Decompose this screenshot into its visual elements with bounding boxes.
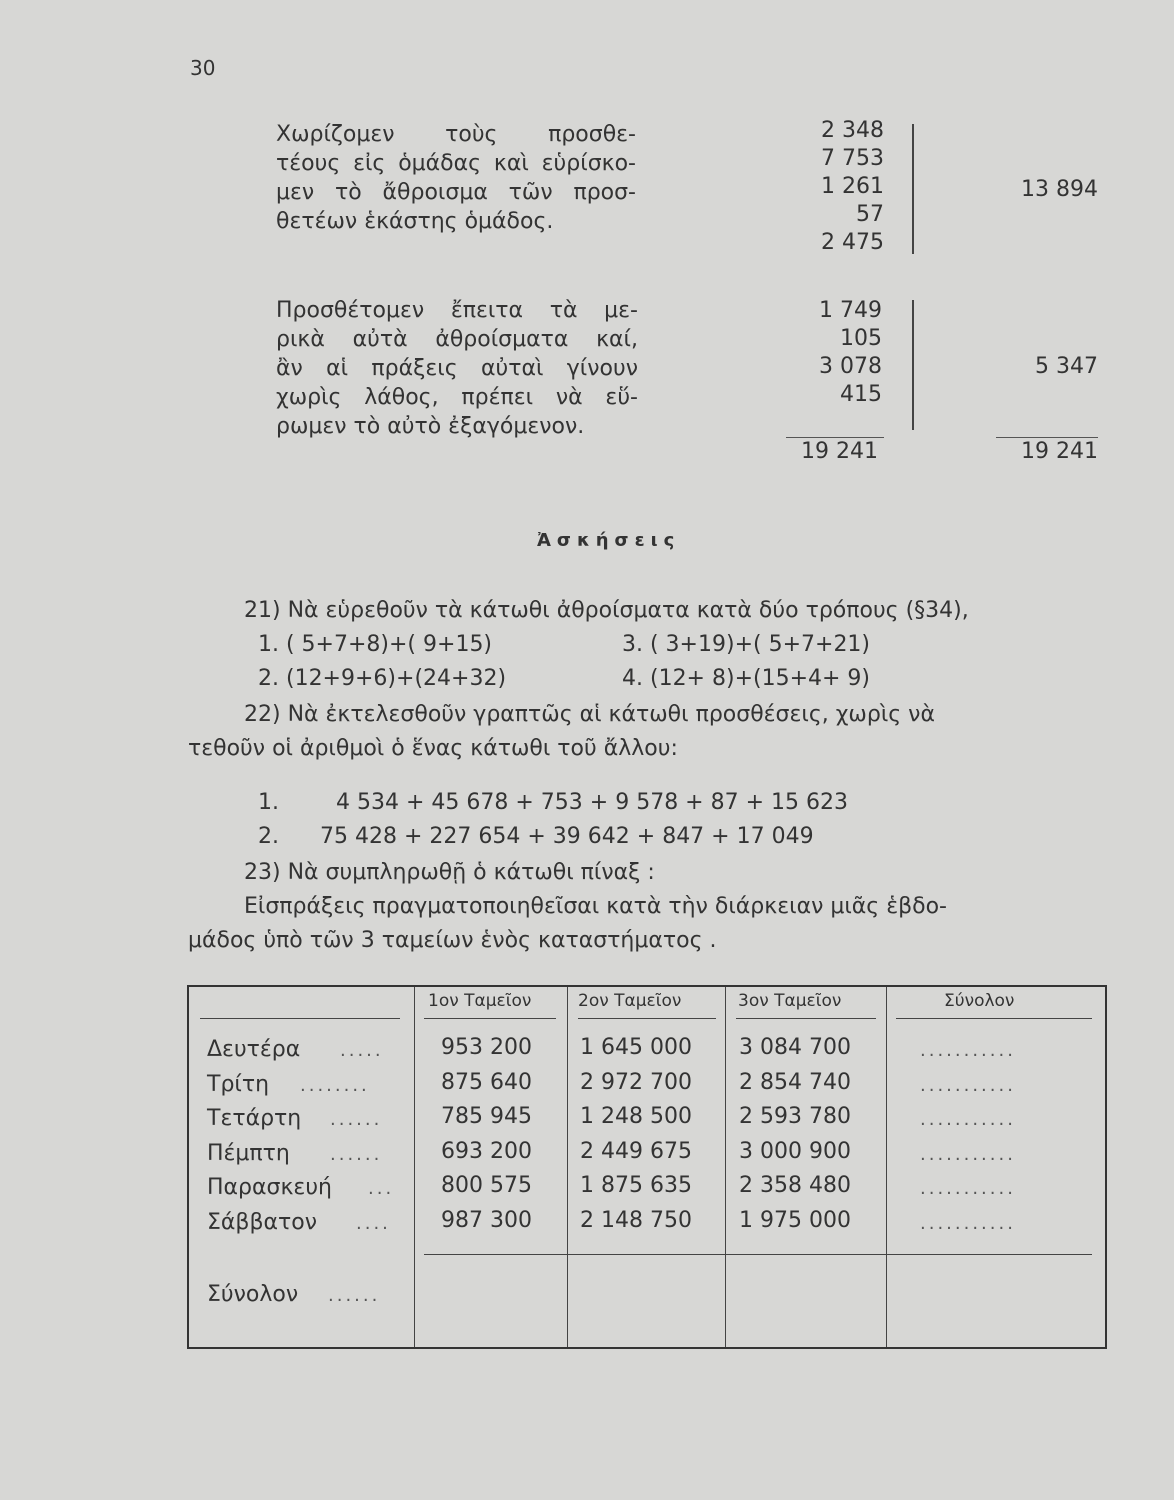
sum-rule-right [996, 437, 1098, 438]
block2-line: ρικὰ αὐτὰ ἀθροίσματα καί, [276, 327, 638, 352]
table-vline [725, 987, 726, 1347]
row-value-2: 2 449 675 [580, 1139, 692, 1164]
row-value-2: 1 248 500 [580, 1104, 692, 1129]
row-value-1: 953 200 [441, 1035, 532, 1060]
ex22-sum1: 4 534 + 45 678 + 753 + 9 578 + 87 + 15 623 [336, 790, 849, 815]
block1-number: 2 475 [821, 230, 884, 255]
ex21-text: 21) Νὰ εὑρεθοῦν τὰ κάτωθι ἀθροίσματα κατὰ δύο τρόπους (§34), [244, 598, 969, 623]
blank-total: ........... [920, 1144, 1016, 1165]
block2-numbers [760, 297, 882, 409]
ex23-line3: μάδος ὑπὸ τῶν 3 ταμείων ἑνὸς καταστήματος . [188, 928, 717, 953]
block2-number: 1 749 [819, 298, 882, 323]
block2-line: Προσθέτομεν ἔπειτα τὰ με- [276, 298, 638, 323]
row-value-1: 987 300 [441, 1208, 532, 1233]
block1-brace [912, 124, 914, 254]
row-value-3: 2 593 780 [739, 1104, 851, 1129]
total-row-label: Σύνολον [207, 1282, 299, 1307]
block2-number: 3 078 [819, 354, 882, 379]
leader-dots: ........ [300, 1075, 370, 1096]
block1-numbers [760, 117, 884, 257]
row-day: Δευτέρα [207, 1037, 301, 1062]
header-cashbox-2: 2ον Ταμεῖον [578, 991, 682, 1011]
block1-number: 2 348 [821, 118, 884, 143]
block2-line: χωρὶς λάθος, πρέπει νὰ εὕ- [276, 385, 638, 410]
block1-line: τέους εἰς ὁμάδας καὶ εὑρίσκο- [276, 151, 636, 176]
ex22-line1: 22) Νὰ ἐκτελεσθοῦν γραπτῶς αἱ κάτωθι προσθέσεις, χωρὶς νὰ [244, 702, 935, 727]
leader-dots: ..... [340, 1040, 384, 1061]
block2-text [276, 296, 638, 441]
leader-dots: ... [368, 1178, 395, 1199]
ex21-item-4: 4. (12+ 8)+(15+4+ 9) [622, 666, 871, 691]
row-value-2: 2 972 700 [580, 1070, 692, 1095]
row-day: Πέμπτη [207, 1141, 290, 1166]
row-value-1: 800 575 [441, 1173, 532, 1198]
ex23-line2: Εἰσπράξεις πραγματοποιηθεῖσαι κατὰ τὴν διάρκειαν μιᾶς ἑβδο- [244, 894, 947, 919]
sum-rule-left [786, 437, 884, 438]
blank-total: ........... [920, 1075, 1016, 1096]
leader-dots: .... [356, 1213, 391, 1234]
row-value-3: 2 854 740 [739, 1070, 851, 1095]
row-value-3: 3 000 900 [739, 1139, 851, 1164]
row-value-2: 1 645 000 [580, 1035, 692, 1060]
row-day: Παρασκευή [207, 1175, 332, 1200]
row-day: Σάββατον [207, 1210, 317, 1235]
table-vline [414, 987, 415, 1347]
block2-number: 415 [840, 382, 882, 407]
ex22-line2: τεθοῦν οἱ ἀριθμοὶ ὁ ἕνας κάτωθι τοῦ ἄλλου: [188, 736, 678, 761]
table-header-rule [424, 1018, 556, 1019]
table-header-rule [578, 1018, 716, 1019]
block2-line: ρωμεν τὸ αὐτὸ ἐξαγόμενον. [276, 414, 585, 439]
row-value-1: 875 640 [441, 1070, 532, 1095]
row-value-3: 3 084 700 [739, 1035, 851, 1060]
block2-number: 105 [840, 326, 882, 351]
table-total-rule [424, 1254, 1092, 1255]
ex22-sum2: 75 428 + 227 654 + 39 642 + 847 + 17 049 [320, 824, 814, 849]
block1-number: 1 261 [821, 174, 884, 199]
block2-total-left: 19 241 [801, 439, 878, 464]
block1-line: μεν τὸ ἄθροισμα τῶν προσ- [276, 180, 636, 205]
block1-line: θετέων ἑκάστης ὁμάδος. [276, 209, 554, 234]
block2-group-sum: 5 347 [1035, 354, 1098, 379]
block1-text [276, 120, 636, 236]
exercises-heading: Ἀσκήσεις [537, 530, 681, 551]
block2-line: ἂν αἱ πράξεις αὐταὶ γίνουν [276, 356, 638, 381]
row-value-3: 1 975 000 [739, 1208, 851, 1233]
ex22-sum1-label: 1. [258, 790, 279, 815]
block1-number: 7 753 [821, 146, 884, 171]
page-number: 30 [190, 56, 216, 80]
blank-total: ........... [920, 1178, 1016, 1199]
row-day: Τρίτη [207, 1072, 270, 1097]
leader-dots: ...... [330, 1109, 383, 1130]
block2-brace [912, 300, 914, 430]
table-vline [567, 987, 568, 1347]
leader-dots: ...... [328, 1285, 381, 1306]
block1-number: 57 [856, 202, 884, 227]
row-value-2: 2 148 750 [580, 1208, 692, 1233]
header-total: Σύνολον [944, 991, 1015, 1011]
table-header-rule [736, 1018, 876, 1019]
block1-line: Χωρίζομεν τοὺς προσθε- [276, 122, 636, 147]
leader-dots: ...... [330, 1144, 383, 1165]
header-cashbox-3: 3ον Ταμεῖον [738, 991, 842, 1011]
block2-total-right: 19 241 [1021, 439, 1098, 464]
ex21-item-2: 2. (12+9+6)+(24+32) [258, 666, 507, 691]
table-header-rule [200, 1018, 400, 1019]
ex21-item-3: 3. ( 3+19)+( 5+7+21) [622, 632, 871, 657]
header-cashbox-1: 1ον Ταμεῖον [428, 991, 532, 1011]
block1-group-sum: 13 894 [1021, 177, 1098, 202]
table-vline [886, 987, 887, 1347]
blank-total: ........... [920, 1213, 1016, 1234]
blank-total: ........... [920, 1040, 1016, 1061]
ex22-sum2-label: 2. [258, 824, 279, 849]
row-value-2: 1 875 635 [580, 1173, 692, 1198]
ex21-item-1: 1. ( 5+7+8)+( 9+15) [258, 632, 493, 657]
row-value-1: 785 945 [441, 1104, 532, 1129]
row-value-3: 2 358 480 [739, 1173, 851, 1198]
row-value-1: 693 200 [441, 1139, 532, 1164]
blank-total: ........... [920, 1109, 1016, 1130]
row-day: Τετάρτη [207, 1106, 302, 1131]
table-header-rule [896, 1018, 1092, 1019]
ex23-line1: 23) Νὰ συμπληρωθῇ ὁ κάτωθι πίναξ : [244, 860, 655, 885]
